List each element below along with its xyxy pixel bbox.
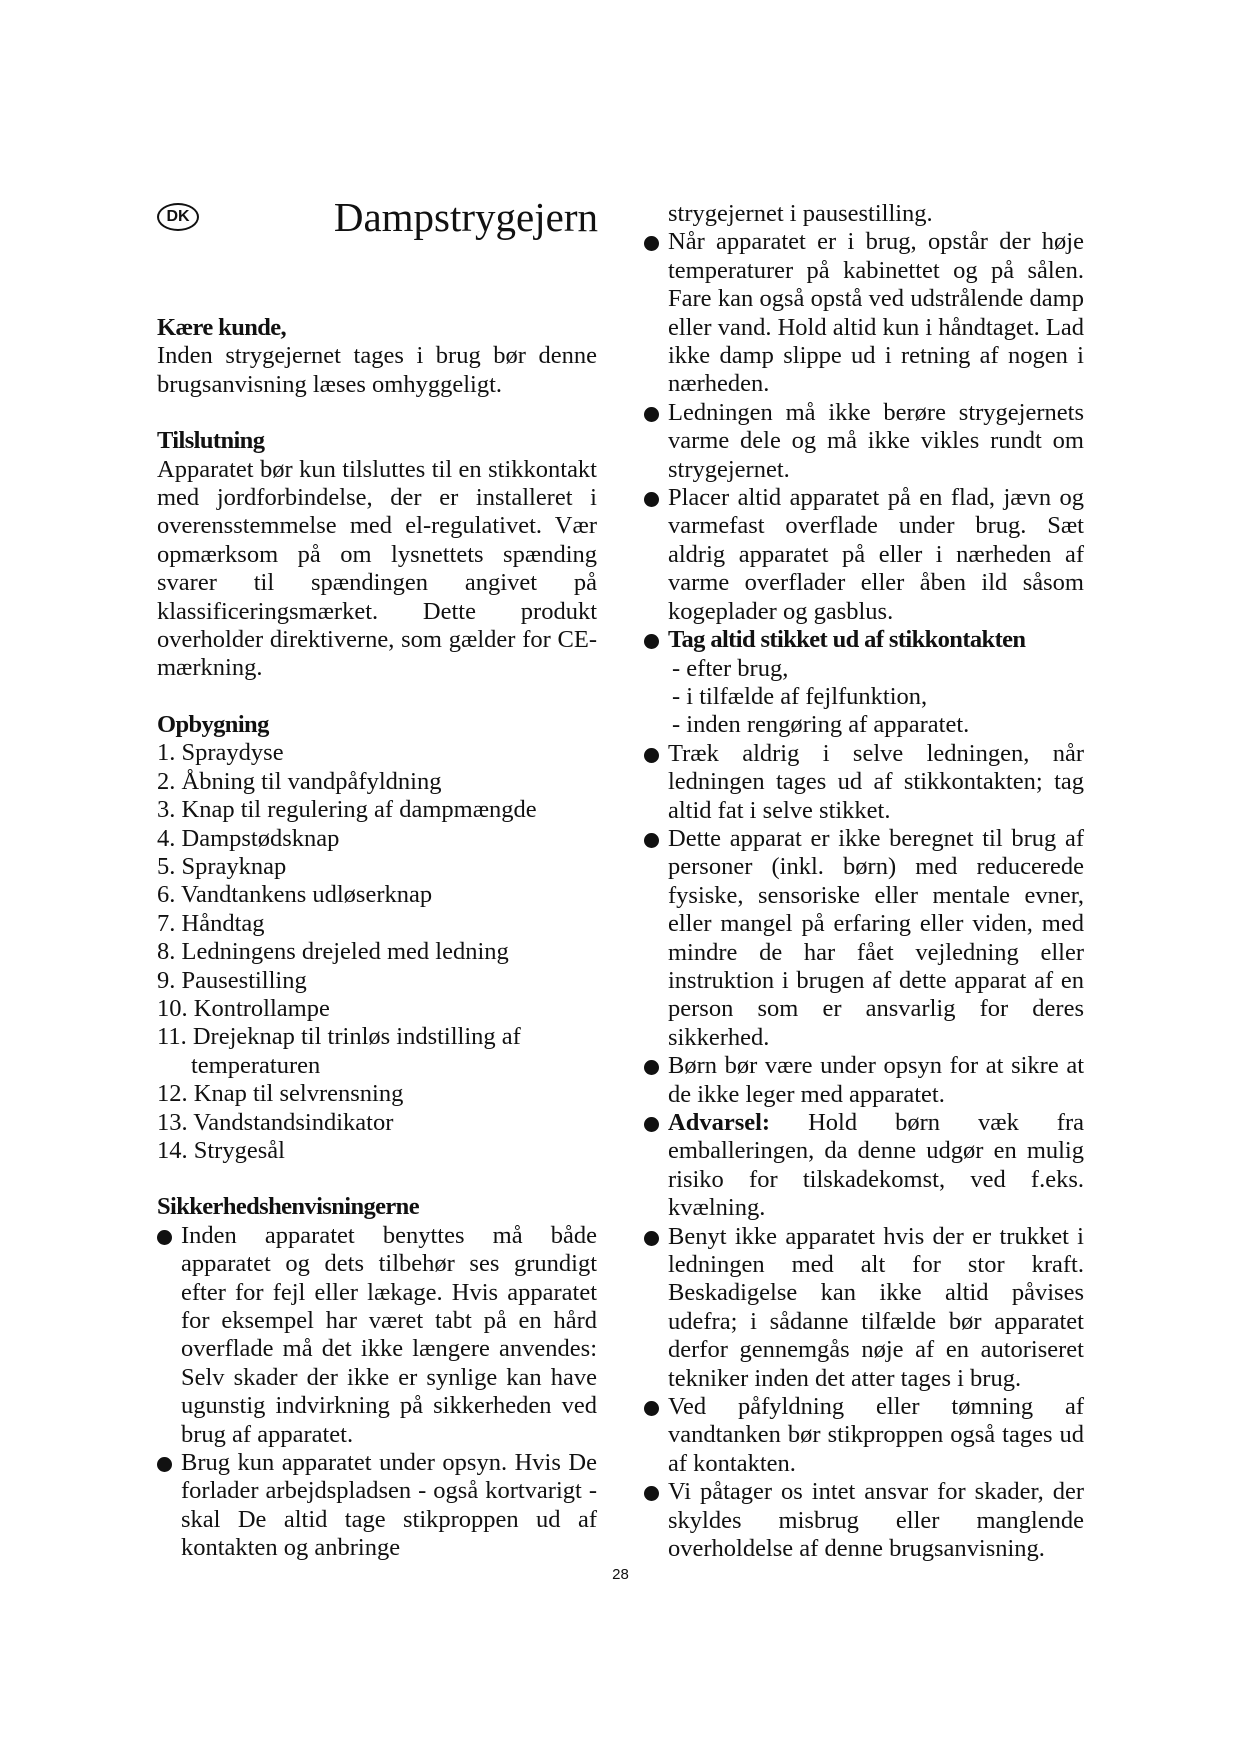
bullet-dot-icon [644, 748, 659, 763]
parts-list-item: 3. Knap til regulering af dampmængde [157, 796, 537, 824]
parts-list-item: 14. Strygesål [157, 1136, 285, 1164]
safety-bullets-continued [644, 228, 1084, 1563]
left-column [157, 314, 597, 1563]
bullet-dot-icon [644, 1401, 659, 1416]
bullet-text: Ledningen må ikke berøre strygejernets varme dele og må ikke vikles rundt om strygejernet. [668, 398, 1084, 483]
parts-list [157, 739, 597, 1165]
language-badge: DK [157, 203, 199, 231]
parts-list-item: 1. Spraydyse [157, 739, 284, 767]
bullet-dot-icon [644, 1486, 659, 1501]
bullet-text: Benyt ikke apparatet hvis der er trukket i ledningen med alt for stor kraft. Beskadigelse kan ikke altid påvises udefra; i sådanne tilfælde bør apparatet derfor gennemgås nøje af en autoriseret tekniker inden det atter tages i brug. [668, 1222, 1084, 1392]
bullet-item [157, 1222, 597, 1449]
bullet-dot-icon [157, 1230, 172, 1245]
bullet-text: Inden apparatet benyttes må både apparatet og dets tilbehør ses grundigt efter for fejl eller lækage. Hvis apparatet for eksempel har været tabt på en hård overflade må det ikke længere anvendes: Selv skader der ikke er synlige kan have ugunstig indvirkning på sikkerheden ved brug af apparatet. [181, 1221, 597, 1448]
bullet-item [644, 228, 1084, 398]
unplug-item: - i tilfælde af fejlfunktion, [672, 682, 928, 710]
parts-list-item: 7. Håndtag [157, 909, 265, 937]
bullet-dot-icon [644, 492, 659, 507]
warning-text: Hold børn væk fra emballeringen, da denne udgør en mulig risiko for tilskadekomst, ved f.eks. kvælning. [668, 1109, 1084, 1222]
bullet-item [644, 399, 1084, 484]
bullet-text: Vi påtager os intet ansvar for skader, der skyldes misbrug eller manglende overholdelse af denne brugsanvisning. [668, 1478, 1084, 1563]
page-number: 28 [612, 1566, 629, 1583]
bullet-text: Dette apparat er ikke beregnet til brug af personer (inkl. børn) med reducerede fysiske, sensoriske eller mentale evner, eller mangel på erfaring eller viden, med mindre de har fået vejledning eller instruktion i brugen af dette apparat af en person som er ansvarlig for deres sikkerhed. [668, 824, 1084, 1051]
bullet-text: Når apparatet er i brug, opstår der høje temperaturer på kabinettet og på sålen. Fare kan også opstå ved udstrålende damp eller vand. Hold altid kun i håndtaget. Lad ikke damp slippe ud i retning af nogen i nærheden. [668, 228, 1084, 398]
bullet-item [644, 1478, 1084, 1563]
parts-list-item: 2. Åbning til vandpåfyldning [157, 767, 442, 795]
bullet-dot-icon [644, 1060, 659, 1075]
unplug-item: - inden rengøring af apparatet. [672, 711, 970, 739]
bullet-text: Brug kun apparatet under opsyn. Hvis De forlader arbejdspladsen - også kortvarigt - skal De altid tage stikproppen ud af kontakten og anbringe [181, 1449, 597, 1562]
unplug-heading [644, 626, 1084, 654]
structure-heading: Opbygning [157, 710, 269, 738]
page-title: Dampstrygejern [333, 194, 598, 240]
safety-bullets [157, 1222, 597, 1563]
right-column [644, 200, 1084, 1564]
bullet-dot-icon [644, 1117, 659, 1132]
parts-list-item: 11. Drejeknap til trinløs indstilling af temperaturen [157, 1023, 521, 1079]
bullet-item [644, 1052, 1084, 1109]
bullet-dot-icon [644, 1231, 659, 1246]
bullet-item [644, 740, 1084, 825]
parts-list-item: 4. Dampstødsknap [157, 824, 340, 852]
connection-text: Apparatet bør kun tilsluttes til en stikkontakt med jordforbindelse, der er installeret i overensstemmelse med el-regulativet. Vær opmærksom på om lysnettets spænding svarer til spændingen angivet på klassificeringsmærket. Dette produkt overholder direktiverne, som gælder for CE-mærkning. [157, 455, 597, 682]
parts-list-item: 9. Pausestilling [157, 966, 307, 994]
greeting-heading: Kære kunde, [157, 314, 287, 341]
bullet-dot-icon [157, 1457, 172, 1472]
bullet-item [644, 825, 1084, 1052]
parts-list-item: 10. Kontrollampe [157, 994, 330, 1022]
bullet-item [157, 1449, 597, 1563]
bullet-dot-icon [644, 634, 659, 649]
greeting-text: Inden strygejernet tages i brug bør denne brugsanvisning læses omhyggeligt. [157, 342, 597, 398]
bullet-text: Tag altid stikket ud af stikkontakten [668, 626, 1026, 654]
bullet-text: Ved påfyldning eller tømning af vandtanken bør stikproppen også tages ud af kontakten. [668, 1393, 1084, 1477]
unplug-item: - efter brug, [672, 654, 789, 682]
parts-list-item: 12. Knap til selvrensning [157, 1080, 404, 1108]
bullet-item [644, 484, 1084, 626]
connection-heading: Tilslutning [157, 427, 265, 455]
bullet-item [644, 1223, 1084, 1393]
bullet-dot-icon [644, 407, 659, 422]
warning-item [644, 1109, 1084, 1223]
bullet-dot-icon [644, 236, 659, 251]
parts-list-item: 13. Vandstandsindikator [157, 1108, 394, 1136]
bullet-text: Placer altid apparatet på en flad, jævn og varmefast overflade under brug. Sæt aldrig apparatet på eller i nærheden af varme overflader eller åben ild såsom kogeplader og gasblus. [668, 484, 1084, 625]
continuation-text: strygejernet i pausestilling. [668, 200, 933, 227]
bullet-text: Træk aldrig i selve ledningen, når ledningen tages ud af stikkontakten; tag altid fat i selve stikket. [668, 739, 1084, 824]
bullet-dot-icon [644, 833, 659, 848]
bullet-item [644, 1393, 1084, 1478]
warning-label: Advarsel: [668, 1109, 771, 1136]
parts-list-item: 5. Sprayknap [157, 852, 287, 880]
safety-heading: Sikkerhedshenvisningerne [157, 1193, 419, 1221]
bullet-text: Børn bør være under opsyn for at sikre at de ikke leger med apparatet. [668, 1052, 1084, 1108]
parts-list-item: 6. Vandtankens udløserknap [157, 881, 433, 909]
parts-list-item: 8. Ledningens drejeled med ledning [157, 938, 509, 966]
